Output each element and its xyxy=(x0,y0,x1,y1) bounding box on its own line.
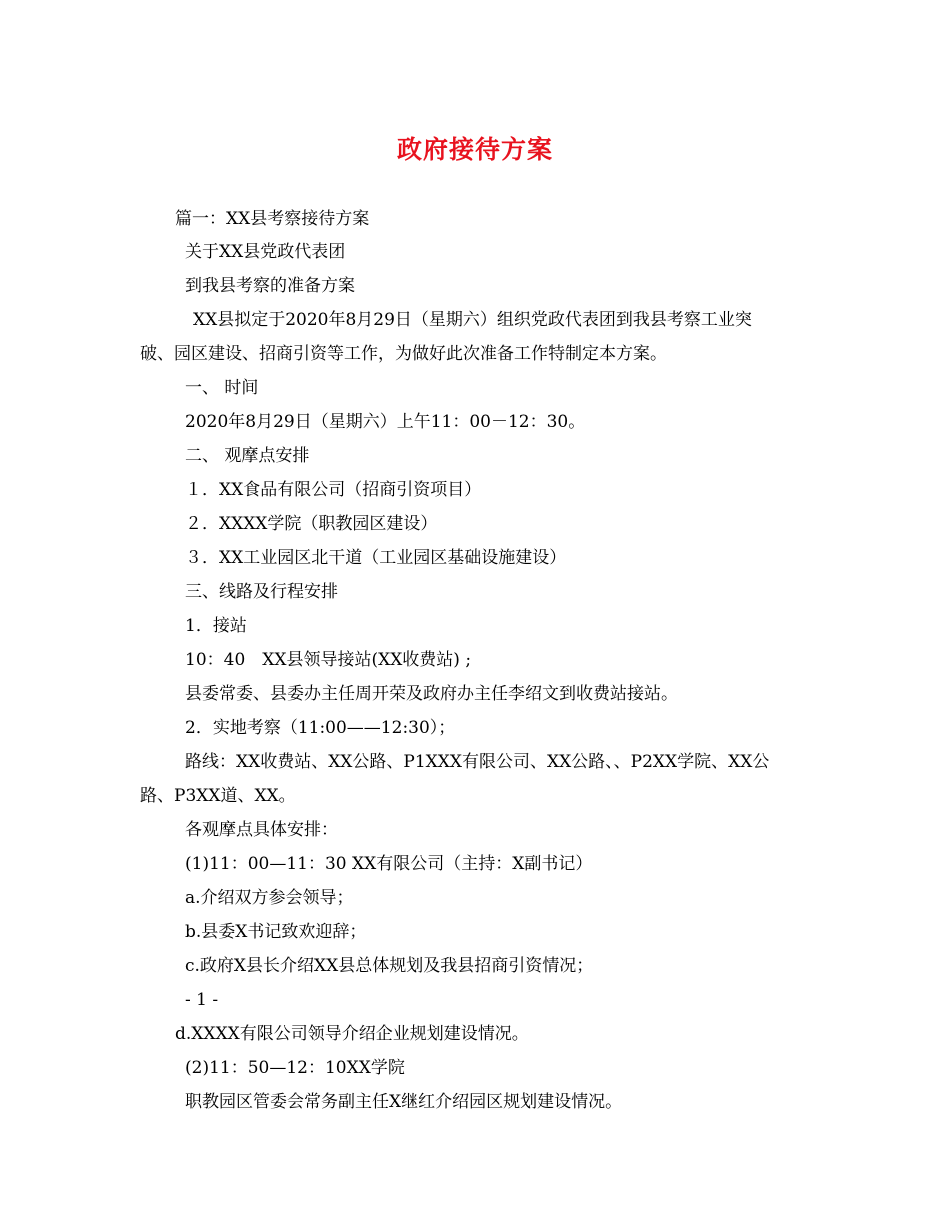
document-title: 政府接待方案 xyxy=(396,135,553,164)
pickup-people-detail: 县委常委、县委办主任周开荣及政府办主任李绍文到收费站接站。 xyxy=(185,684,678,704)
section-time-heading: 一、 时间 xyxy=(185,378,259,398)
plan-subtitle-line-1: 关于XX县党政代表团 xyxy=(185,242,346,262)
site-item-1: １．XX食品有限公司（招商引资项目） xyxy=(185,480,482,500)
arrangement-item-a: a.介绍双方参会领导； xyxy=(185,888,354,908)
arrangement-item-d: d.XXXX有限公司领导介绍企业规划建设情况。 xyxy=(175,1024,529,1044)
site-arrangement-2: (2)11：50—12：10XX学院 xyxy=(185,1058,405,1078)
intro-paragraph-line-2: 破、园区建设、招商引资等工作，为做好此次准备工作特制定本方案。 xyxy=(140,344,667,364)
intro-paragraph-line-1: XX县拟定于2020年8月29日（星期六）组织党政代表团到我县考察工业突 xyxy=(193,310,752,330)
site-arrangement-2-detail: 职教园区管委会常务副主任X继红介绍园区规划建设情况。 xyxy=(185,1092,623,1112)
section-heading-part-one: 篇一：XX县考察接待方案 xyxy=(175,209,370,229)
plan-subtitle-line-2: 到我县考察的准备方案 xyxy=(185,276,355,296)
site-arrangement-1: (1)11：00—11：30 XX有限公司（主持：X副书记） xyxy=(185,854,593,874)
arrangement-item-c: c.政府X县长介绍XX县总体规划及我县招商引资情况； xyxy=(185,956,594,976)
page-number: - 1 - xyxy=(185,990,219,1010)
route-step-pickup: 1．接站 xyxy=(185,616,247,636)
route-path-line-2: 路、P3XX道、XX。 xyxy=(140,786,296,806)
site-arrangements-heading: 各观摩点具体安排： xyxy=(185,820,338,840)
route-path-line-1: 路线：XX收费站、XX公路、P1XXX有限公司、XX公路、、P2XX学院、XX公 xyxy=(185,752,770,772)
section-sites-heading: 二、 观摩点安排 xyxy=(185,446,310,466)
site-item-3: ３．XX工业园区北干道（工业园区基础设施建设） xyxy=(185,548,567,568)
section-route-heading: 三、线路及行程安排 xyxy=(185,582,338,602)
pickup-time-detail: 10：40 XX县领导接站(XX收费站) ; xyxy=(185,650,472,670)
route-step-inspection: 2．实地考察（11:00——12:30）； xyxy=(185,718,456,738)
time-detail: 2020年8月29日（星期六）上午11：00－12：30。 xyxy=(185,412,586,432)
arrangement-item-b: b.县委X书记致欢迎辞； xyxy=(185,922,367,942)
site-item-2: ２．XXXX学院（职教园区建设） xyxy=(185,514,438,534)
